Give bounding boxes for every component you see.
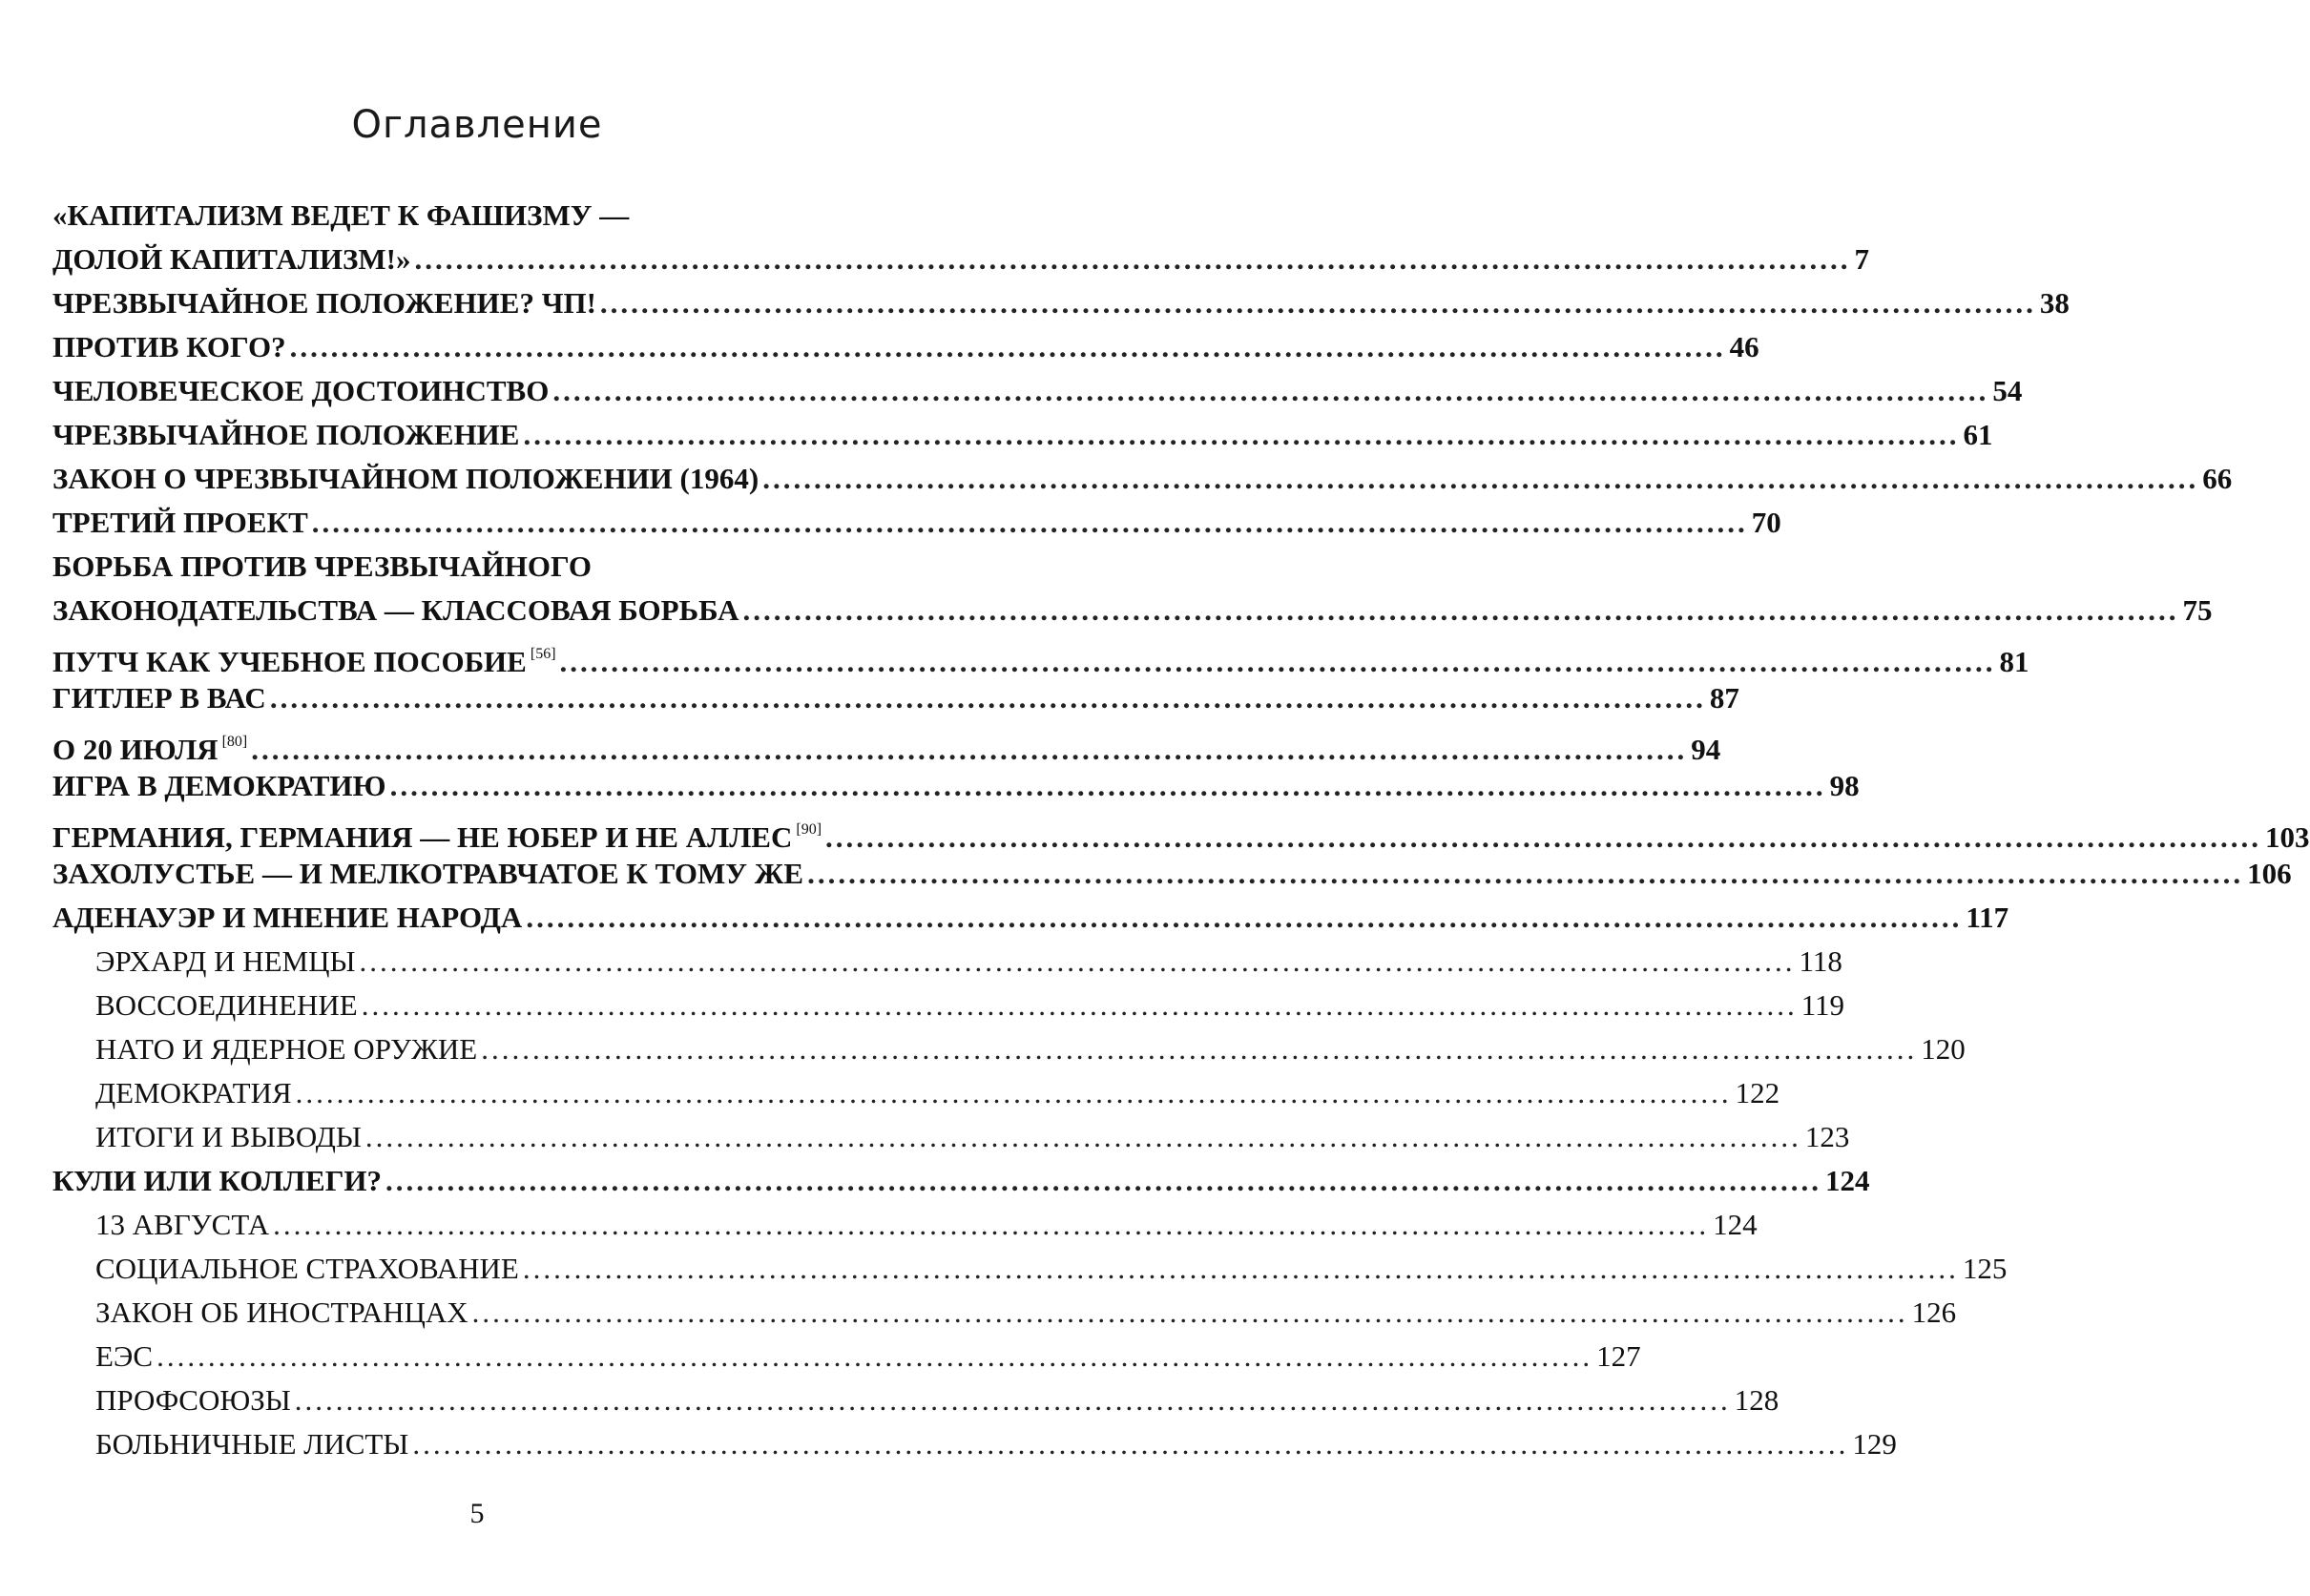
dot-leader [412,1422,1848,1466]
toc-page-number: 118 [1799,944,1842,978]
dot-leader [295,1378,1731,1422]
toc-entry-title [95,1247,519,1291]
toc-entry-text: ВОССОЕДИНЕНИЕ [95,988,358,1022]
dot-leader [472,1291,1908,1335]
toc-page-number: 122 [1735,1076,1780,1109]
toc-entry-title [95,984,358,1027]
toc-page-number: 61 [1963,418,1993,451]
toc-entry-title [95,1378,291,1422]
toc-subentry[interactable] [52,1422,1897,1466]
toc-entry[interactable] [52,632,2029,678]
toc-page-number: 70 [1751,506,1781,539]
toc-entry[interactable] [52,589,2213,632]
toc-entry-text: ДОЛОЙ КАПИТАЛИЗМ!» [52,242,411,276]
toc-page-number: 124 [1825,1164,1870,1197]
dot-leader [526,896,1962,940]
toc-entry-text: 13 АВГУСТА [95,1208,270,1241]
toc-entry[interactable] [52,896,2009,940]
toc-entry-title [52,852,803,896]
toc-entry[interactable] [52,764,1860,808]
toc-entry[interactable] [52,325,1759,369]
dot-leader [414,238,1850,281]
dot-leader [270,676,1706,720]
page-title: Оглавление [351,103,603,147]
toc-entry-text: «КАПИТАЛИЗМ ВЕДЕТ К ФАШИЗМУ — [52,198,630,232]
toc-page-number: 98 [1829,769,1860,802]
dot-leader [523,413,1959,457]
dot-leader [390,764,1826,808]
toc-entry-text: БОРЬБА ПРОТИВ ЧРЕЗВЫЧАЙНОГО [52,549,593,583]
toc-entry-text: ПУТЧ КАК УЧЕБНОЕ ПОСОБИЕ [52,645,527,678]
toc-entry-text: ЗАХОЛУСТЬЕ — И МЕЛКОТРАВЧАТОЕ К ТОМУ ЖЕ [52,857,804,890]
toc-entry-text: ЕЭС [95,1339,154,1373]
toc-entry-text: ЧРЕЗВЫЧАЙНОЕ ПОЛОЖЕНИЕ [52,418,520,451]
dot-leader [273,1203,1709,1247]
toc-entry-title [95,1115,362,1159]
toc-page-number: 129 [1852,1427,1897,1461]
dot-leader [360,940,1796,984]
dot-leader [762,457,2198,501]
dot-leader [481,1027,1917,1071]
toc-page-number: 106 [2247,857,2292,890]
dot-leader [385,1159,1821,1203]
toc-subentry[interactable] [52,1071,1780,1115]
footnote-ref: [56] [530,646,556,662]
toc-entry-text: ЗАКОН ОБ ИНОСТРАНЦАХ [95,1295,468,1329]
toc-entry[interactable] [52,413,1993,457]
toc-entry[interactable] [52,369,2023,413]
dot-leader [312,501,1748,545]
footnote-ref: [90] [796,821,822,838]
toc-entry-title [52,501,308,545]
toc-entry-text: ЭРХАРД И НЕМЦЫ [95,944,356,978]
toc-page-number: 126 [1911,1295,1957,1329]
toc-entry-text: ЗАКОНОДАТЕЛЬСТВА — КЛАССОВАЯ БОРЬБА [52,593,739,627]
toc-subentry[interactable] [52,1203,1758,1247]
toc-page-number: 127 [1596,1339,1641,1373]
toc-subentry[interactable] [52,1378,1779,1422]
toc-entry-text: ПРОФСОЮЗЫ [95,1383,291,1417]
toc-entry-text: ЧРЕЗВЫЧАЙНОЕ ПОЛОЖЕНИЕ? ЧП! [52,286,596,320]
toc-entry[interactable] [52,852,2292,896]
toc-entry[interactable] [52,194,868,238]
toc-entry[interactable] [52,808,2310,854]
toc-entry-text: КУЛИ ИЛИ КОЛЛЕГИ? [52,1164,383,1197]
toc-entry-text: ЗАКОН О ЧРЕЗВЫЧАЙНОМ ПОЛОЖЕНИИ (1964) [52,462,760,495]
toc-page-number: 81 [1999,645,2029,678]
toc-page-number: 125 [1962,1252,2008,1285]
table-of-contents [52,194,2310,1466]
toc-page-number: 38 [2039,286,2070,320]
toc-entry-title [52,764,386,808]
dot-leader [552,369,1988,413]
toc-entry-title [52,238,410,281]
toc-entry[interactable] [52,238,1869,281]
toc-entry-text: ГЕРМАНИЯ, ГЕРМАНИЯ — НЕ ЮБЕР И НЕ АЛЛЕС [52,820,793,854]
toc-entry-text: ГИТЛЕР В ВАС [52,681,266,715]
page-number: 5 [469,1498,485,1529]
dot-leader [156,1335,1592,1378]
dot-leader [600,281,2036,325]
toc-entry[interactable] [52,1159,1870,1203]
toc-entry-text: ТРЕТИЙ ПРОЕКТ [52,506,308,539]
dot-leader [807,852,2243,896]
dot-leader [362,984,1798,1027]
toc-entry[interactable] [52,676,1739,720]
toc-page-number: 94 [1691,733,1721,766]
toc-entry-title [52,369,549,413]
toc-entry[interactable] [52,281,2070,325]
toc-entry-title [52,545,592,589]
toc-page-number: 128 [1734,1383,1779,1417]
toc-page-number: 120 [1921,1032,1966,1066]
toc-page-number: 103 [2265,820,2310,854]
toc-entry-text: ИГРА В ДЕМОКРАТИЮ [52,769,386,802]
toc-entry-text: ЧЕЛОВЕЧЕСКОЕ ДОСТОИНСТВО [52,374,550,407]
toc-page-number: 87 [1709,681,1739,715]
toc-subentry[interactable] [52,1115,1850,1159]
toc-entry-title [95,940,356,984]
toc-entry[interactable] [52,545,868,589]
dot-leader [743,589,2179,632]
toc-entry-text: О 20 ИЮЛЯ [52,733,219,766]
toc-entry-text: АДЕНАУЭР И МНЕНИЕ НАРОДА [52,901,523,934]
toc-entry-title [52,589,739,632]
toc-subentry[interactable] [52,1027,1966,1071]
toc-entry-title [95,1203,269,1247]
toc-page-number: 75 [2182,593,2213,627]
toc-entry-title [52,1159,382,1203]
toc-entry-title [52,896,522,940]
toc-page-number: 7 [1854,242,1869,276]
toc-entry-text: ПРОТИВ КОГО? [52,330,286,363]
toc-page-number: 123 [1804,1120,1850,1153]
toc-entry-title [95,1071,292,1115]
toc-entry-title [52,281,596,325]
toc-entry-title [95,1291,468,1335]
toc-entry-title [95,1335,153,1378]
toc-entry-title [52,194,629,238]
toc-entry-text: БОЛЬНИЧНЫЕ ЛИСТЫ [95,1427,409,1461]
toc-entry-text: ИТОГИ И ВЫВОДЫ [95,1120,362,1153]
toc-subentry[interactable] [52,984,1845,1027]
toc-entry[interactable] [52,720,1721,766]
toc-page-number: 119 [1800,988,1845,1022]
toc-subentry[interactable] [52,1335,1641,1378]
toc-entry-text: НАТО И ЯДЕРНОЕ ОРУЖИЕ [95,1032,478,1066]
toc-entry-title [95,1027,477,1071]
toc-subentry[interactable] [52,1291,1957,1335]
toc-entry-title [52,676,266,720]
toc-page-number: 46 [1729,330,1759,363]
dot-leader [296,1071,1732,1115]
dot-leader [523,1247,1959,1291]
toc-entry-title [95,1422,408,1466]
toc-page-number: 117 [1966,901,2009,934]
dot-leader [290,325,1726,369]
toc-subentry[interactable] [52,940,1842,984]
toc-entry-text: ДЕМОКРАТИЯ [95,1076,292,1109]
dot-leader [365,1115,1801,1159]
toc-entry-title [52,325,286,369]
toc-page-number: 66 [2202,462,2233,495]
toc-entry-title [52,413,519,457]
toc-entry[interactable] [52,457,2233,501]
toc-entry[interactable] [52,501,1781,545]
toc-page-number: 54 [1992,374,2023,407]
footnote-ref: [80] [221,734,248,750]
toc-subentry[interactable] [52,1247,2008,1291]
toc-entry-text: СОЦИАЛЬНОЕ СТРАХОВАНИЕ [95,1252,519,1285]
toc-page-number: 124 [1713,1208,1758,1241]
toc-entry-title [52,457,759,501]
